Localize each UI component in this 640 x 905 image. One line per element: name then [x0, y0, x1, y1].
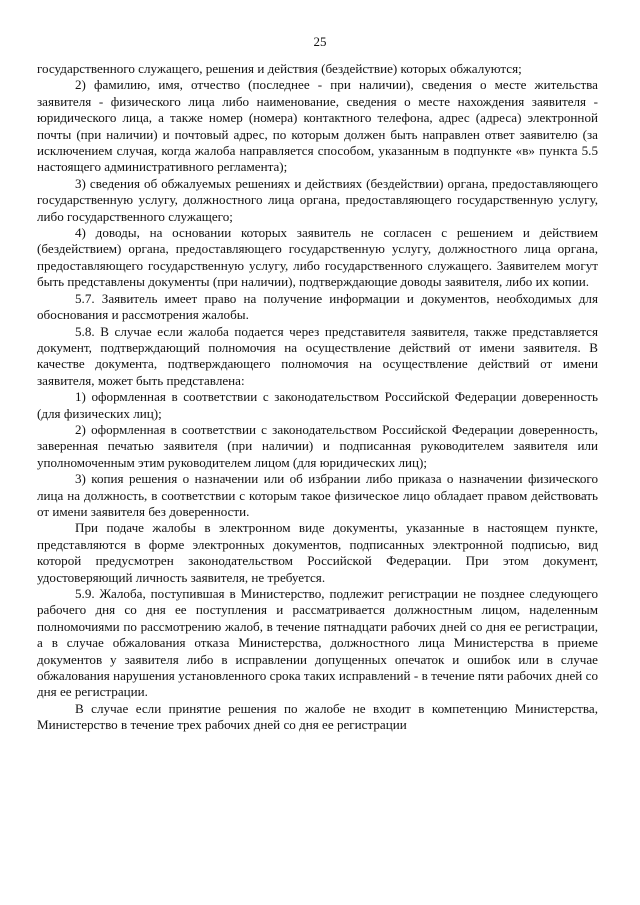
paragraph: 5.8. В случае если жалоба подается через представителя заявителя, также представляется документ, подтверждающий полномочия на осуществление действий от имени заявителя. В качестве документа, подтверждающего полномочия на осуществление действий от имени заявителя, может быть представлена:	[37, 323, 598, 388]
paragraph: 3) копия решения о назначении или об избрании либо приказа о назначении физического лица на должность, в соответствии с которым такое физическое лицо обладает правом действовать от имени заявителя без доверенности.	[37, 471, 598, 519]
paragraph: 2) фамилию, имя, отчество (последнее - при наличии), сведения о месте жительства заявителя - физического лица либо наименование, сведения о месте нахождения заявителя - юридического лица, а также номер (номера) контактного телефона, адрес (адреса) электронной почты (при наличии) и почтовый адрес, по которым должен быть направлен ответ заявителю (за исключением случая, когда жалоба направляется способом, указанным в подпункте «в» пункта 5.5 настоящего административного регламента);	[37, 77, 598, 175]
paragraph: 5.9. Жалоба, поступившая в Министерство, подлежит регистрации не позднее следующего рабочего дня со дня ее поступления и рассматривается должностным лицом, наделенным полномочиями по рассмотрению жалоб, в течение пятнадцати рабочих дней со дня ее регистрации, а в случае обжалования отказа Министерства, должностного лица Министерства в приеме документов у заявителя либо в исправлении допущенных опечаток и ошибок или в случае обжалования нарушения установленного срока таких исправлений - в течение пяти рабочих дней со дня ее регистрации.	[37, 586, 598, 700]
paragraph: 1) оформленная в соответствии с законодательством Российской Федерации доверенность (для физических лиц);	[37, 389, 598, 421]
paragraph: 5.7. Заявитель имеет право на получение информации и документов, необходимых для обоснования и рассмотрения жалобы.	[37, 290, 598, 323]
paragraph: При подаче жалобы в электронном виде документы, указанные в настоящем пункте, представляются в форме электронных документов, подписанных электронной подписью, вид которой предусмотрен законодательством Российской Федерации. При этом документ, удостоверяющий личность заявителя, не требуется.	[37, 520, 598, 585]
paragraph: государственного служащего, решения и действия (бездействие) которых обжалуются;	[37, 61, 522, 76]
paragraph: 4) доводы, на основании которых заявитель не согласен с решением и действием (бездействием) органа, предоставляющего государственную услугу, должностного лица органа, предоставляющего государственную услугу, либо государственного служащего. Заявителем могут быть представлены документы (при наличии), подтверждающие доводы заявителя, либо их копии.	[37, 225, 598, 290]
page-number: 25	[313, 34, 327, 49]
paragraph: В случае если принятие решения по жалобе не входит в компетенцию Министерства, Министерство в течение трех рабочих дней со дня ее регистрации	[37, 700, 598, 733]
document-text	[37, 61, 598, 734]
paragraph: 3) сведения об обжалуемых решениях и действиях (бездействии) органа, предоставляющего государственную услугу, должностного лица органа, предоставляющего государственную услугу, либо государственного служащего;	[37, 175, 598, 224]
paragraph: 2) оформленная в соответствии с законодательством Российской Федерации доверенность, заверенная печатью заявителя (при наличии) и подписанная руководителем заявителя или уполномоченным этим руководителем лицом (для юридических лиц);	[37, 421, 598, 470]
